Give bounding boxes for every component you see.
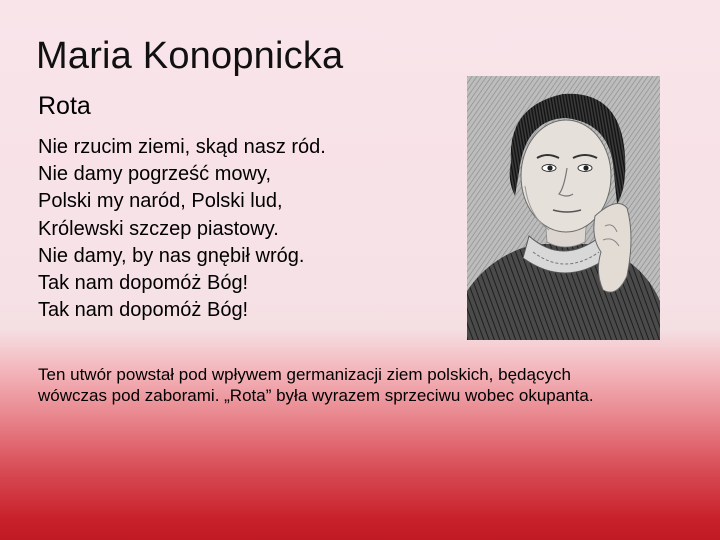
poem-verse <box>38 134 326 324</box>
portrait-icon <box>467 76 660 340</box>
verse-line: Tak nam dopomóż Bóg! <box>38 299 249 322</box>
verse-line: Nie damy, by nas gnębił wróg. <box>38 244 305 267</box>
verse-line: Tak nam dopomóż Bóg! <box>38 272 249 295</box>
verse-line: Królewski szczep piastowy. <box>38 217 279 240</box>
verse-line: Nie rzucim ziemi, skąd nasz ród. <box>38 136 326 158</box>
portrait-image <box>467 76 660 340</box>
verse-line: Polski my naród, Polski lud, <box>38 190 283 213</box>
slide-title: Maria Konopnicka <box>36 35 344 77</box>
poem-title: Rota <box>38 92 91 120</box>
verse-line: Nie damy pogrześć mowy, <box>38 163 272 186</box>
historical-note: Ten utwór powstał pod wpływem germanizacji ziem polskich, będących wówczas pod zaborami. „Rota” była wyrazem sprzeciwu wobec okupanta. <box>38 365 594 405</box>
